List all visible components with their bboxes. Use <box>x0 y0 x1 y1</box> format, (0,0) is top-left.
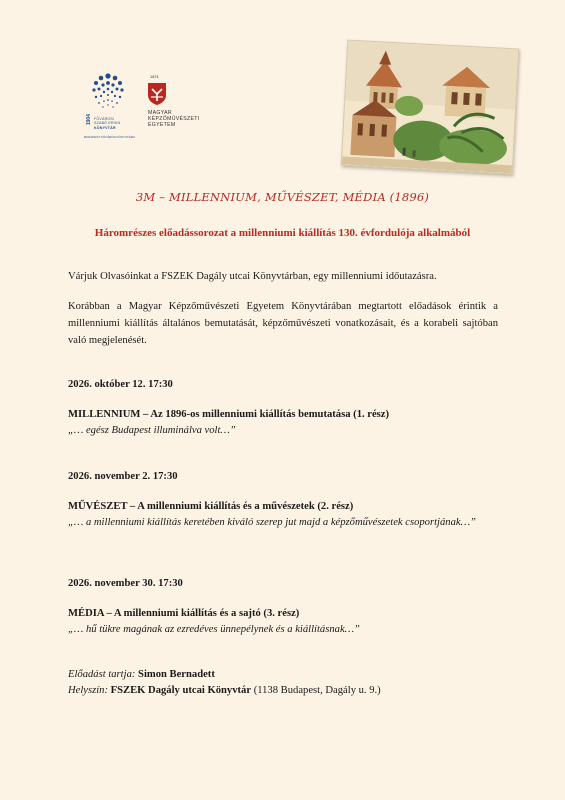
mke-line-3: EGYETEM <box>148 122 176 129</box>
venue-name: FSZEK Dagály utcai Könyvtár <box>110 685 252 696</box>
event-3-title: MÉDIA – A millenniumi kiállítás és a sajtó (3. rész) <box>68 608 300 619</box>
speaker-line <box>68 666 498 683</box>
event-1-title: MILLENNIUM – Az 1896-os millenniumi kiállítás bemutatása (1. rész) <box>68 409 390 420</box>
venue-label: Helyszín: <box>68 685 109 696</box>
speaker-name: Simon Bernadett <box>138 669 215 680</box>
mke-line-2: KÉPZŐMŰVÉSZETI <box>148 116 200 123</box>
mke-year: 1871 <box>150 74 159 79</box>
fszek-line-3: KÖNYVTÁR <box>94 125 116 130</box>
event-1-quote: „… egész Budapest illuminálva volt…” <box>68 425 236 436</box>
fszek-year: 1904 <box>86 114 92 126</box>
mke-line-1: MAGYAR <box>148 110 172 116</box>
intro-paragraph-1: Várjuk Olvasóinkat a FSZEK Dagály utcai Könyvtárban, egy millenniumi időutazásra. <box>68 271 437 282</box>
poster-subtitle: Háromrészes előadássorozat a millenniumi kiállítás 130. évfordulója alkalmából <box>94 227 471 239</box>
mke-name <box>148 110 218 129</box>
fszek-subtitle: BUDAPEST FŐVÁROS KÖNYVTÁRA <box>84 135 135 139</box>
fszek-line-2: SZABÓ ERVIN <box>94 121 121 126</box>
speaker-label: Előadást tartja: <box>68 669 136 680</box>
event-3-date: 2026. november 30. 17:30 <box>68 578 183 589</box>
intro-paragraph-2: Korábban a Magyar Képzőművészeti Egyetem Könyvtárában megtartott előadások érintik a millenniumi kiállítás általános bemutatását, képzőművészeti vonatkozásait, és a korabeli sajtóban való megjelenését. <box>68 301 498 346</box>
fszek-dots-icon <box>86 72 130 120</box>
event-2-date: 2026. november 2. 17:30 <box>68 471 178 482</box>
event-3-quote: „… hű tükre magának az ezredéves ünnepélynek és a kiállításnak…” <box>68 624 360 635</box>
mke-shield-icon <box>147 82 167 111</box>
venue-line <box>68 682 498 699</box>
poster-title: 3M – MILLENNIUM, MŰVÉSZET, MÉDIA (1896) <box>135 190 430 204</box>
event-1-date: 2026. október 12. 17:30 <box>68 379 173 390</box>
millennium-postcard-image <box>341 40 519 175</box>
fszek-line-1: FŐVÁROSI <box>94 117 115 121</box>
venue-address: (1138 Budapest, Dagály u. 9.) <box>253 685 381 696</box>
event-2-quote: „… a millenniumi kiállítás keretében kiváló szerep jut majd a képzőművészetek csoportjának…” <box>68 517 476 528</box>
fszek-name <box>94 117 134 130</box>
event-2-title: MŰVÉSZET – A millenniumi kiállítás és a művészetek (2. rész) <box>68 501 354 512</box>
